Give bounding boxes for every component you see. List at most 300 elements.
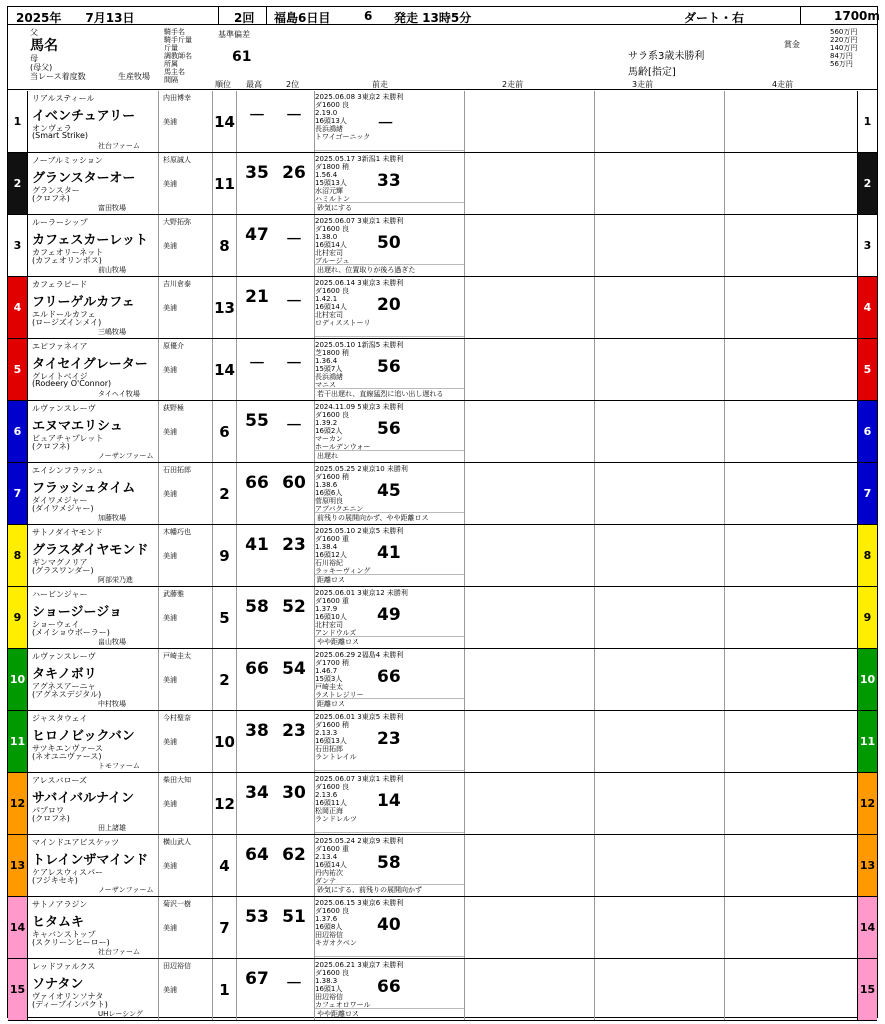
prev-race-jockey: 北村宏司 [315, 249, 343, 257]
horse-breeder: 田上諸雄 [98, 824, 126, 832]
horse-damsire: (フジキセキ) [32, 876, 78, 885]
horse-sire: ルヴァンスレーヴ [32, 404, 96, 413]
prize-4: 84万円 [830, 52, 853, 60]
horse-name[interactable]: カフェスカーレット [32, 233, 148, 248]
horse-name[interactable]: ヒロノビックバン [32, 729, 135, 744]
horse-breeder: ノーザンファーム [98, 886, 154, 894]
prev-race-score: 23 [377, 729, 401, 749]
trainer-area: 美浦 [163, 738, 177, 746]
prev-race-4 [724, 773, 857, 834]
jockey-name[interactable]: 菊沢一樹 [163, 900, 191, 908]
prev-race-date: 2025.06.01 3東京12 未勝利 [315, 589, 408, 597]
prev-race-3 [594, 215, 724, 276]
horse-damsire: (グラスワンダー) [32, 566, 94, 575]
prev-race-winner: キガオクベン [315, 939, 357, 947]
prev-race-surface: 芝1800 稍 [315, 349, 350, 357]
jockey-column [158, 525, 213, 586]
jockey-name[interactable]: 武藤雅 [163, 590, 184, 598]
prev-race-jockey: 長浜鴻緒 [315, 373, 343, 381]
horse-breeder: 中村牧場 [98, 700, 126, 708]
horse-breeder: ノーザンファーム [98, 452, 154, 460]
horse-name[interactable]: ソナタン [32, 977, 84, 992]
prev-race-2 [464, 401, 594, 462]
horse-number-right: 14 [857, 897, 877, 958]
label-stable: 所属 [164, 60, 178, 68]
prev-race-3 [594, 525, 724, 586]
prev-race-3 [594, 773, 724, 834]
horse-row [8, 711, 877, 773]
jockey-name[interactable]: 今村聖奈 [163, 714, 191, 722]
rank-value: 13 [213, 277, 237, 338]
prev-race-jockey: 田辺裕信 [315, 993, 343, 1001]
second-score: 26 [282, 163, 306, 183]
horse-sire: ルーラーシップ [32, 218, 88, 227]
horse-number-right: 1 [857, 91, 877, 152]
prev-race-score: 49 [377, 605, 401, 625]
prev-race-2 [464, 649, 594, 710]
jockey-column [158, 91, 213, 152]
prev-race-2 [464, 153, 594, 214]
horse-number-right: 7 [857, 463, 877, 524]
horse-number: 14 [8, 897, 28, 958]
jockey-name[interactable]: 吉川倉泰 [163, 280, 191, 288]
horse-number: 11 [8, 711, 28, 772]
prev-race-4 [724, 91, 857, 152]
prev-race-1 [314, 91, 464, 152]
prev-race-1 [314, 401, 464, 462]
rank-value: 11 [213, 153, 237, 214]
horse-row [8, 153, 877, 215]
horse-name[interactable]: フリーゲルカフェ [32, 295, 135, 310]
prev-race-1 [314, 959, 464, 1020]
trainer-area: 美浦 [163, 180, 177, 188]
prev-race-note [315, 770, 465, 771]
second-score: － [285, 230, 303, 250]
horse-number: 9 [8, 587, 28, 648]
rank-value: 7 [213, 897, 237, 958]
best-score: 47 [245, 225, 269, 245]
label-record: 当レース着度数 [30, 72, 86, 81]
prev-race-note [315, 336, 465, 337]
second-score: 51 [282, 907, 306, 927]
horse-damsire: (カフェオリンポス) [32, 256, 102, 265]
prev-race-score: 45 [377, 481, 401, 501]
horse-row [8, 959, 877, 1021]
horse-number: 2 [8, 153, 28, 214]
prev-race-time: 1.39.2 [315, 419, 338, 427]
prev-race-score: 66 [377, 977, 401, 997]
prev-race-score: － [377, 114, 394, 134]
jockey-name[interactable]: 石田拓郎 [163, 466, 191, 474]
prev-race-note: 前残りの展開向かず、やや距離ロス [315, 512, 465, 523]
prev-race-1 [314, 339, 464, 400]
horse-dam: オンヴェラ [32, 124, 72, 133]
jockey-name[interactable]: 田辺裕信 [163, 962, 191, 970]
best-score: 66 [245, 473, 269, 493]
prev-race-surface: ダ1600 良 [315, 287, 350, 295]
prev-race-jockey: 松岡正海 [315, 807, 343, 815]
label-base: 基準偏差 [218, 30, 250, 39]
prev-race-4 [724, 711, 857, 772]
horse-number: 8 [8, 525, 28, 586]
race-header [8, 7, 880, 25]
prev-race-score: 66 [377, 667, 401, 687]
prev-race-score: 58 [377, 853, 401, 873]
prev-race-4 [724, 339, 857, 400]
prev-race-winner: アブバクエニン [315, 505, 364, 513]
prev-race-surface: ダ1600 良 [315, 783, 350, 791]
horse-dam: ケアレスウィスパー [32, 868, 103, 877]
horse-breeder: 畠山牧場 [98, 638, 126, 646]
prev-race-field: 16頭14人 [315, 861, 347, 869]
prev-race-time: 1.38.0 [315, 233, 338, 241]
prev-race-4 [724, 649, 857, 710]
prev-race-jockey: 菅原明良 [315, 497, 343, 505]
horse-sire: サトノアラジン [32, 900, 88, 909]
prev-race-winner: ラッキーヴィング [315, 567, 371, 575]
prev-race-score: 56 [377, 357, 401, 377]
second-score: － [285, 292, 303, 312]
horse-name[interactable]: ヒタムキ [32, 915, 85, 930]
race-date: 2025年 7月13日 [16, 11, 135, 25]
horse-dam: アグネスアーニャ [32, 682, 96, 691]
prev-race-4 [724, 959, 857, 1020]
horse-sire: エイシンフラッシュ [32, 466, 104, 475]
prev-race-surface: ダ1600 重 [315, 535, 350, 543]
prev-race-surface: ダ1700 稍 [315, 659, 350, 667]
prev-race-jockey: 田辺裕信 [315, 931, 343, 939]
horse-number-right: 9 [857, 587, 877, 648]
best-score: 41 [245, 535, 269, 555]
jockey-name[interactable]: 原優介 [163, 342, 184, 350]
prev-race-jockey: 北村宏司 [315, 621, 343, 629]
prev-race-date: 2025.06.21 3東京7 未勝利 [315, 961, 404, 969]
prev-race-jockey: 丹内祐次 [315, 869, 343, 877]
col-second: 2位 [286, 80, 300, 89]
prize-5: 56万円 [830, 60, 853, 68]
prev-race-field: 16頭11人 [315, 799, 347, 807]
horse-damsire: (クロフネ) [32, 194, 70, 203]
prev-race-time: 1.37.6 [315, 915, 338, 923]
prev-race-date: 2025.05.24 2東京9 未勝利 [315, 837, 404, 845]
jockey-name[interactable]: 柴田大知 [163, 776, 191, 784]
jockey-column [158, 835, 213, 896]
horse-number-right: 12 [857, 773, 877, 834]
horse-number: 12 [8, 773, 28, 834]
horse-number-right: 15 [857, 959, 877, 1020]
prev-race-3 [594, 587, 724, 648]
horse-row [8, 525, 877, 587]
trainer-area: 美浦 [163, 118, 177, 126]
jockey-column [158, 587, 213, 648]
prev-race-jockey: 戸崎圭太 [315, 683, 343, 691]
horse-row [8, 91, 877, 153]
trainer-area: 美浦 [163, 490, 177, 498]
jockey-name[interactable]: 内田博幸 [163, 94, 191, 102]
prev-race-1 [314, 277, 464, 338]
prize-3: 140万円 [830, 44, 858, 52]
prev-race-surface: ダ1600 良 [315, 907, 350, 915]
label-jockey-weight: 騎手斤量 [164, 36, 192, 44]
jockey-name[interactable]: 木幡巧也 [163, 528, 191, 536]
prev-race-date: 2025.06.14 3東京3 未勝利 [315, 279, 404, 287]
second-score: 52 [282, 597, 306, 617]
second-score: 54 [282, 659, 306, 679]
horse-sire: マインドユアビスケッツ [32, 838, 120, 847]
prev-race-4 [724, 835, 857, 896]
second-score: － [285, 106, 303, 126]
second-score: 23 [282, 721, 306, 741]
prev-race-2 [464, 711, 594, 772]
prev-race-surface: ダ1800 稍 [315, 163, 350, 171]
best-score: 34 [245, 783, 269, 803]
prev-race-score: 20 [377, 295, 401, 315]
jockey-column [158, 153, 213, 214]
prev-race-winner: トワイゴーニック [315, 133, 371, 141]
prev-race-3 [594, 91, 724, 152]
horse-number-right: 4 [857, 277, 877, 338]
jockey-column [158, 277, 213, 338]
trainer-area: 美浦 [163, 676, 177, 684]
prev-race-4 [724, 215, 857, 276]
horse-breeder: 前山牧場 [98, 266, 126, 274]
prev-race-note [315, 150, 465, 151]
jockey-name[interactable]: 大野拓弥 [163, 218, 191, 226]
jockey-column [158, 959, 213, 1020]
rank-value: 9 [213, 525, 237, 586]
horse-name[interactable]: フラッシュタイム [32, 481, 136, 496]
horse-number-right: 8 [857, 525, 877, 586]
prev-race-1 [314, 463, 464, 524]
horse-row [8, 215, 877, 277]
prev-race-3 [594, 153, 724, 214]
col-prev2: 2走前 [502, 80, 524, 89]
prev-race-winner: ラントレイル [315, 753, 357, 761]
horse-name[interactable]: グラスダイヤモンド [32, 543, 149, 558]
horse-number-right: 13 [857, 835, 877, 896]
rank-value: 1 [213, 959, 237, 1020]
horse-sire: カフェラピード [32, 280, 88, 289]
horse-dam: キャバンストップ [32, 930, 96, 939]
trainer-area: 美浦 [163, 986, 177, 994]
trainer-area: 美浦 [163, 800, 177, 808]
prev-race-2 [464, 215, 594, 276]
best-score: 38 [245, 721, 269, 741]
label-damsire: (母父) [30, 63, 53, 72]
col-prev3: 3走前 [632, 80, 654, 89]
horse-sire: サトノダイヤモンド [32, 528, 103, 537]
prev-race-date: 2025.05.17 3新潟1 未勝利 [315, 155, 404, 163]
horse-number: 3 [8, 215, 28, 276]
prev-race-surface: ダ1600 稍 [315, 721, 350, 729]
prev-race-score: 50 [377, 233, 401, 253]
prev-race-note: 出遅れ、位置取りが後ろ過ぎた [315, 264, 465, 275]
horse-damsire: (ダイワメジャー) [32, 504, 94, 513]
col-rank: 順位 [215, 80, 231, 89]
rank-value: 8 [213, 215, 237, 276]
best-score: － [248, 354, 266, 374]
prev-race-field: 16頭1人 [315, 985, 343, 993]
rank-value: 12 [213, 773, 237, 834]
prev-race-time: 1.37.9 [315, 605, 338, 613]
trainer-area: 美浦 [163, 924, 177, 932]
prev-race-1 [314, 711, 464, 772]
prev-race-3 [594, 897, 724, 958]
horse-number: 1 [8, 91, 28, 152]
prev-race-winner: ホールデンウォー [315, 443, 371, 451]
prev-race-2 [464, 773, 594, 834]
prev-race-3 [594, 401, 724, 462]
horse-name[interactable]: エヌマエリシュ [32, 419, 123, 434]
prev-race-jockey: 水沼元輝 [315, 187, 343, 195]
prev-race-winner: ラストレジリー [315, 691, 364, 699]
horse-name[interactable]: サバイバルナイン [32, 791, 135, 806]
jockey-name[interactable]: 荻野極 [163, 404, 184, 412]
best-score: 53 [245, 907, 269, 927]
column-header [8, 25, 877, 90]
horse-damsire: (ネオユニヴァース) [32, 752, 102, 761]
horse-dam: ビュアチャプレット [32, 434, 104, 443]
race-condition: 馬齢[指定] [628, 67, 676, 78]
prev-race-3 [594, 959, 724, 1020]
horse-sire: レッドファルクス [32, 962, 96, 971]
horse-number-right: 11 [857, 711, 877, 772]
prev-race-score: 14 [377, 791, 401, 811]
horse-name[interactable]: トレインザマインド [32, 853, 149, 868]
horse-name[interactable]: イベンチュアリー [32, 109, 136, 124]
rank-value: 2 [213, 463, 237, 524]
prev-race-time: 1.36.4 [315, 357, 338, 365]
best-score: 66 [245, 659, 269, 679]
prev-race-date: 2025.06.07 3東京1 未勝利 [315, 775, 404, 783]
horse-breeder: トモファーム [98, 762, 140, 770]
prev-race-note [315, 832, 465, 833]
jockey-column [158, 711, 213, 772]
race-class: サラ系3歳未勝利 [628, 51, 705, 62]
prev-race-3 [594, 711, 724, 772]
prev-race-score: 33 [377, 171, 401, 191]
prev-race-field: 15頭3人 [315, 675, 343, 683]
prev-race-surface: ダ1600 良 [315, 101, 350, 109]
horse-breeder: 加藤牧場 [98, 514, 126, 522]
prev-race-1 [314, 835, 464, 896]
prev-race-field: 16頭2人 [315, 427, 343, 435]
horse-dam: パプロワ [32, 806, 64, 815]
horse-number-right: 10 [857, 649, 877, 710]
prev-race-1 [314, 215, 464, 276]
race-start-time: 発走 13時5分 [394, 11, 472, 25]
horse-dam: グレイトベイジ [32, 372, 88, 381]
horse-name[interactable]: グランスターオー [32, 171, 136, 186]
horse-dam: サツキエンヴァース [32, 744, 104, 753]
horse-row [8, 587, 877, 649]
prev-race-note [315, 956, 465, 957]
horse-breeder: UHレーシング [98, 1010, 143, 1018]
prev-race-winner: ダンテ [315, 877, 337, 885]
prev-race-3 [594, 339, 724, 400]
label-horse-name: 馬名 [30, 38, 58, 54]
prev-race-time: 2.13.6 [315, 791, 338, 799]
prev-race-jockey: 北村宏司 [315, 311, 343, 319]
prev-race-1 [314, 773, 464, 834]
horse-row [8, 339, 877, 401]
label-breeder: 生産牧場 [118, 72, 150, 81]
second-score: 62 [282, 845, 306, 865]
prev-race-field: 16頭10人 [315, 613, 347, 621]
rank-value: 14 [213, 339, 237, 400]
jockey-name[interactable]: 戸崎圭太 [163, 652, 191, 660]
prev-race-1 [314, 153, 464, 214]
prev-race-time: 1.38.3 [315, 977, 338, 985]
horse-damsire: (Rodeery O'Connor) [32, 379, 112, 388]
jockey-column [158, 649, 213, 710]
prev-race-jockey: 長浜鴻緒 [315, 125, 343, 133]
horse-name[interactable]: タイセイグレーター [32, 357, 148, 372]
prev-race-1 [314, 897, 464, 958]
prev-race-field: 15頭13人 [315, 179, 347, 187]
race-number: 6 [364, 9, 373, 23]
prev-race-2 [464, 91, 594, 152]
prev-race-winner: ロディスストーリ [315, 319, 371, 327]
best-score: 64 [245, 845, 269, 865]
prev-race-jockey: 石田拓郎 [315, 745, 343, 753]
prev-race-note: 若干出遅れ、直線猛烈に追い出し遅れる [315, 388, 465, 399]
prev-race-time: 2.13.3 [315, 729, 338, 737]
prev-race-surface: ダ1600 重 [315, 845, 350, 853]
label-prize: 賞金 [784, 40, 800, 49]
horse-name[interactable]: タキノボリ [32, 667, 97, 682]
horse-row [8, 897, 877, 959]
prev-race-3 [594, 277, 724, 338]
prev-race-jockey: 石川裕紀 [315, 559, 343, 567]
horse-damsire: (スクリーンヒーロー) [32, 938, 110, 947]
horse-damsire: (ロージズインメイ) [32, 318, 102, 327]
best-score: 35 [245, 163, 269, 183]
prev-race-date: 2025.05.10 1新潟5 未勝利 [315, 341, 404, 349]
prev-race-2 [464, 587, 594, 648]
horse-sire: ジャスタウェイ [32, 714, 88, 723]
best-score: － [248, 106, 266, 126]
prev-race-date: 2025.05.25 2東京10 未勝利 [315, 465, 408, 473]
race-course: ダート・右 [684, 11, 745, 25]
prev-race-2 [464, 339, 594, 400]
jockey-name[interactable]: 杉原誠人 [163, 156, 191, 164]
prize-1: 560万円 [830, 28, 858, 36]
prev-race-winner: ランドレルツ [315, 815, 357, 823]
label-trainer: 調教師名 [164, 52, 192, 60]
prev-race-date: 2025.06.01 3東京5 未勝利 [315, 713, 404, 721]
prev-race-date: 2024.11.09 5東京3 未勝利 [315, 403, 404, 411]
jockey-column [158, 215, 213, 276]
prev-race-note: やや距離ロス [315, 636, 465, 647]
rank-value: 10 [213, 711, 237, 772]
horse-name[interactable]: ショージージョ [32, 605, 122, 620]
prev-race-field: 15頭7人 [315, 365, 343, 373]
jockey-name[interactable]: 横山武人 [163, 838, 191, 846]
prev-race-2 [464, 959, 594, 1020]
prev-race-2 [464, 525, 594, 586]
prev-race-2 [464, 897, 594, 958]
prev-race-date: 2025.06.15 3東京6 未勝利 [315, 899, 404, 907]
prev-race-winner: アンドウルズ [315, 629, 357, 637]
jockey-column [158, 339, 213, 400]
label-weight: 斤量 [164, 44, 178, 52]
horse-row [8, 773, 877, 835]
best-score: 55 [245, 411, 269, 431]
horse-number-right: 3 [857, 215, 877, 276]
rank-value: 2 [213, 649, 237, 710]
horse-number-right: 2 [857, 153, 877, 214]
